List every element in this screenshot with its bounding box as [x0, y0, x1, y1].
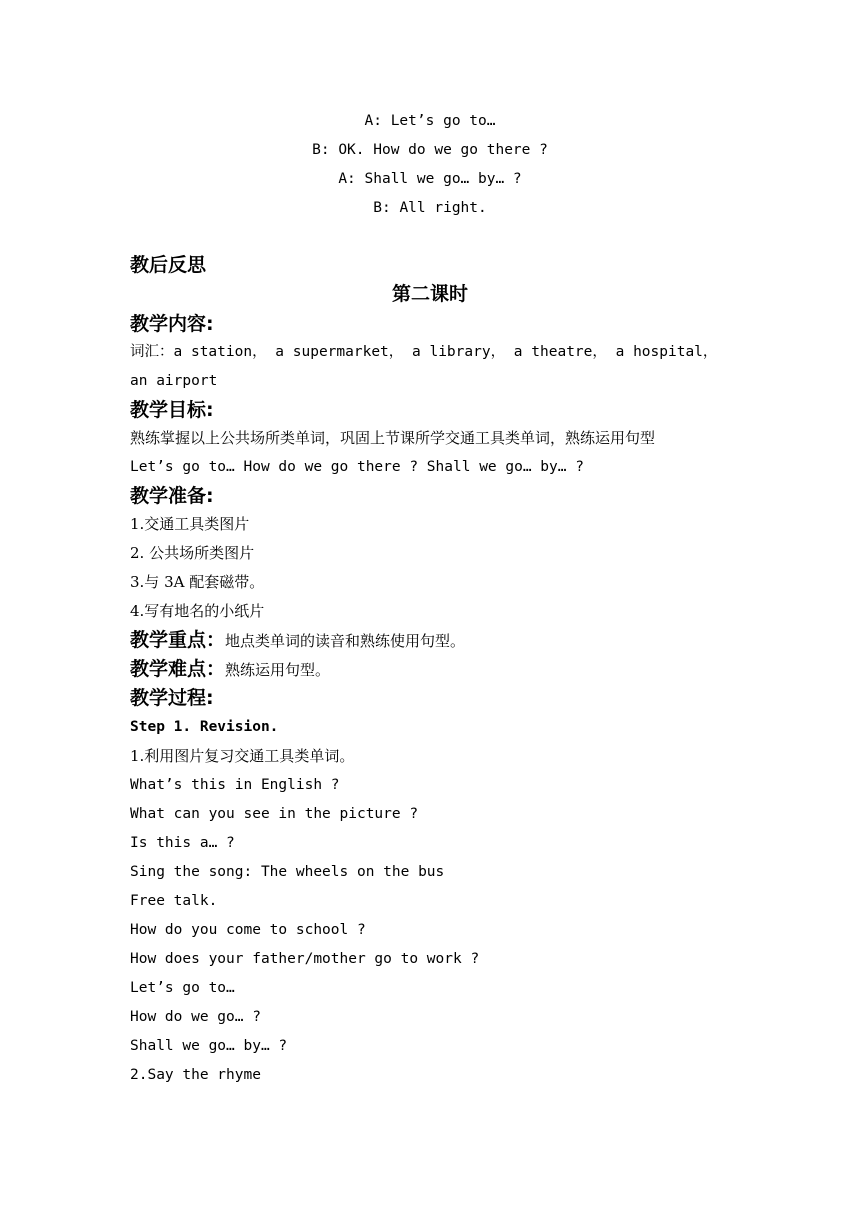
process-line: Let’s go to… [130, 980, 235, 996]
process-line: 2.Say the rhyme [130, 1067, 261, 1083]
step-heading: Step 1. Revision. [130, 719, 279, 735]
prep-item: 1.交通工具类图片 [130, 515, 250, 533]
goals-line: Let’s go to… How do we go there ? Shall we go… by… ? [130, 459, 584, 475]
process-line: How do you come to school ? [130, 922, 366, 938]
reflection-heading: 教后反思 [130, 254, 207, 276]
process-line: Free talk. [130, 893, 218, 909]
process-line: Is this a… ? [130, 835, 235, 851]
process-line: Sing the song: The wheels on the bus [130, 864, 445, 880]
process-line: What can you see in the picture ? [130, 806, 419, 822]
prep-item: 4.写有地名的小纸片 [130, 602, 265, 620]
process-line: How do we go… ? [130, 1009, 261, 1025]
dialogue-block [0, 110, 860, 226]
goals-line: 熟练掌握以上公共场所类单词，巩固上节课所学交通工具类单词，熟练运用句型 [130, 429, 656, 447]
difficulties-text: 熟练运用句型。 [225, 661, 331, 679]
difficulties-row [130, 657, 330, 682]
process-line: 1.利用图片复习交通工具类单词。 [130, 747, 355, 765]
process-line: Shall we go… by… ? [130, 1038, 288, 1054]
difficulties-heading: 教学难点： [130, 658, 226, 680]
dialogue-line: B: All right. [373, 200, 487, 216]
goals-heading: 教学目标: [130, 399, 214, 421]
dialogue-line: B: OK. How do we go there ? [312, 142, 548, 158]
prep-heading: 教学准备: [130, 485, 214, 507]
key-points-text: 地点类单词的读音和熟练使用句型。 [225, 632, 466, 650]
key-points-heading: 教学重点： [130, 629, 226, 651]
content-line: 词汇：a station， a supermarket， a library， a theatre， a hospital， [130, 344, 718, 360]
prep-item: 3.与 3A 配套磁带。 [130, 573, 265, 591]
prep-item: 2. 公共场所类图片 [130, 544, 255, 562]
content-heading: 教学内容: [130, 313, 214, 335]
process-line: What’s this in English ? [130, 777, 340, 793]
content-line: an airport [130, 373, 218, 389]
process-heading: 教学过程: [130, 687, 214, 709]
key-points-row [130, 628, 465, 653]
lesson-title: 第二课时 [391, 283, 468, 305]
dialogue-line: A: Let’s go to… [364, 113, 496, 129]
dialogue-line: A: Shall we go… by… ? [338, 171, 522, 187]
process-line: How does your father/mother go to work ? [130, 951, 480, 967]
